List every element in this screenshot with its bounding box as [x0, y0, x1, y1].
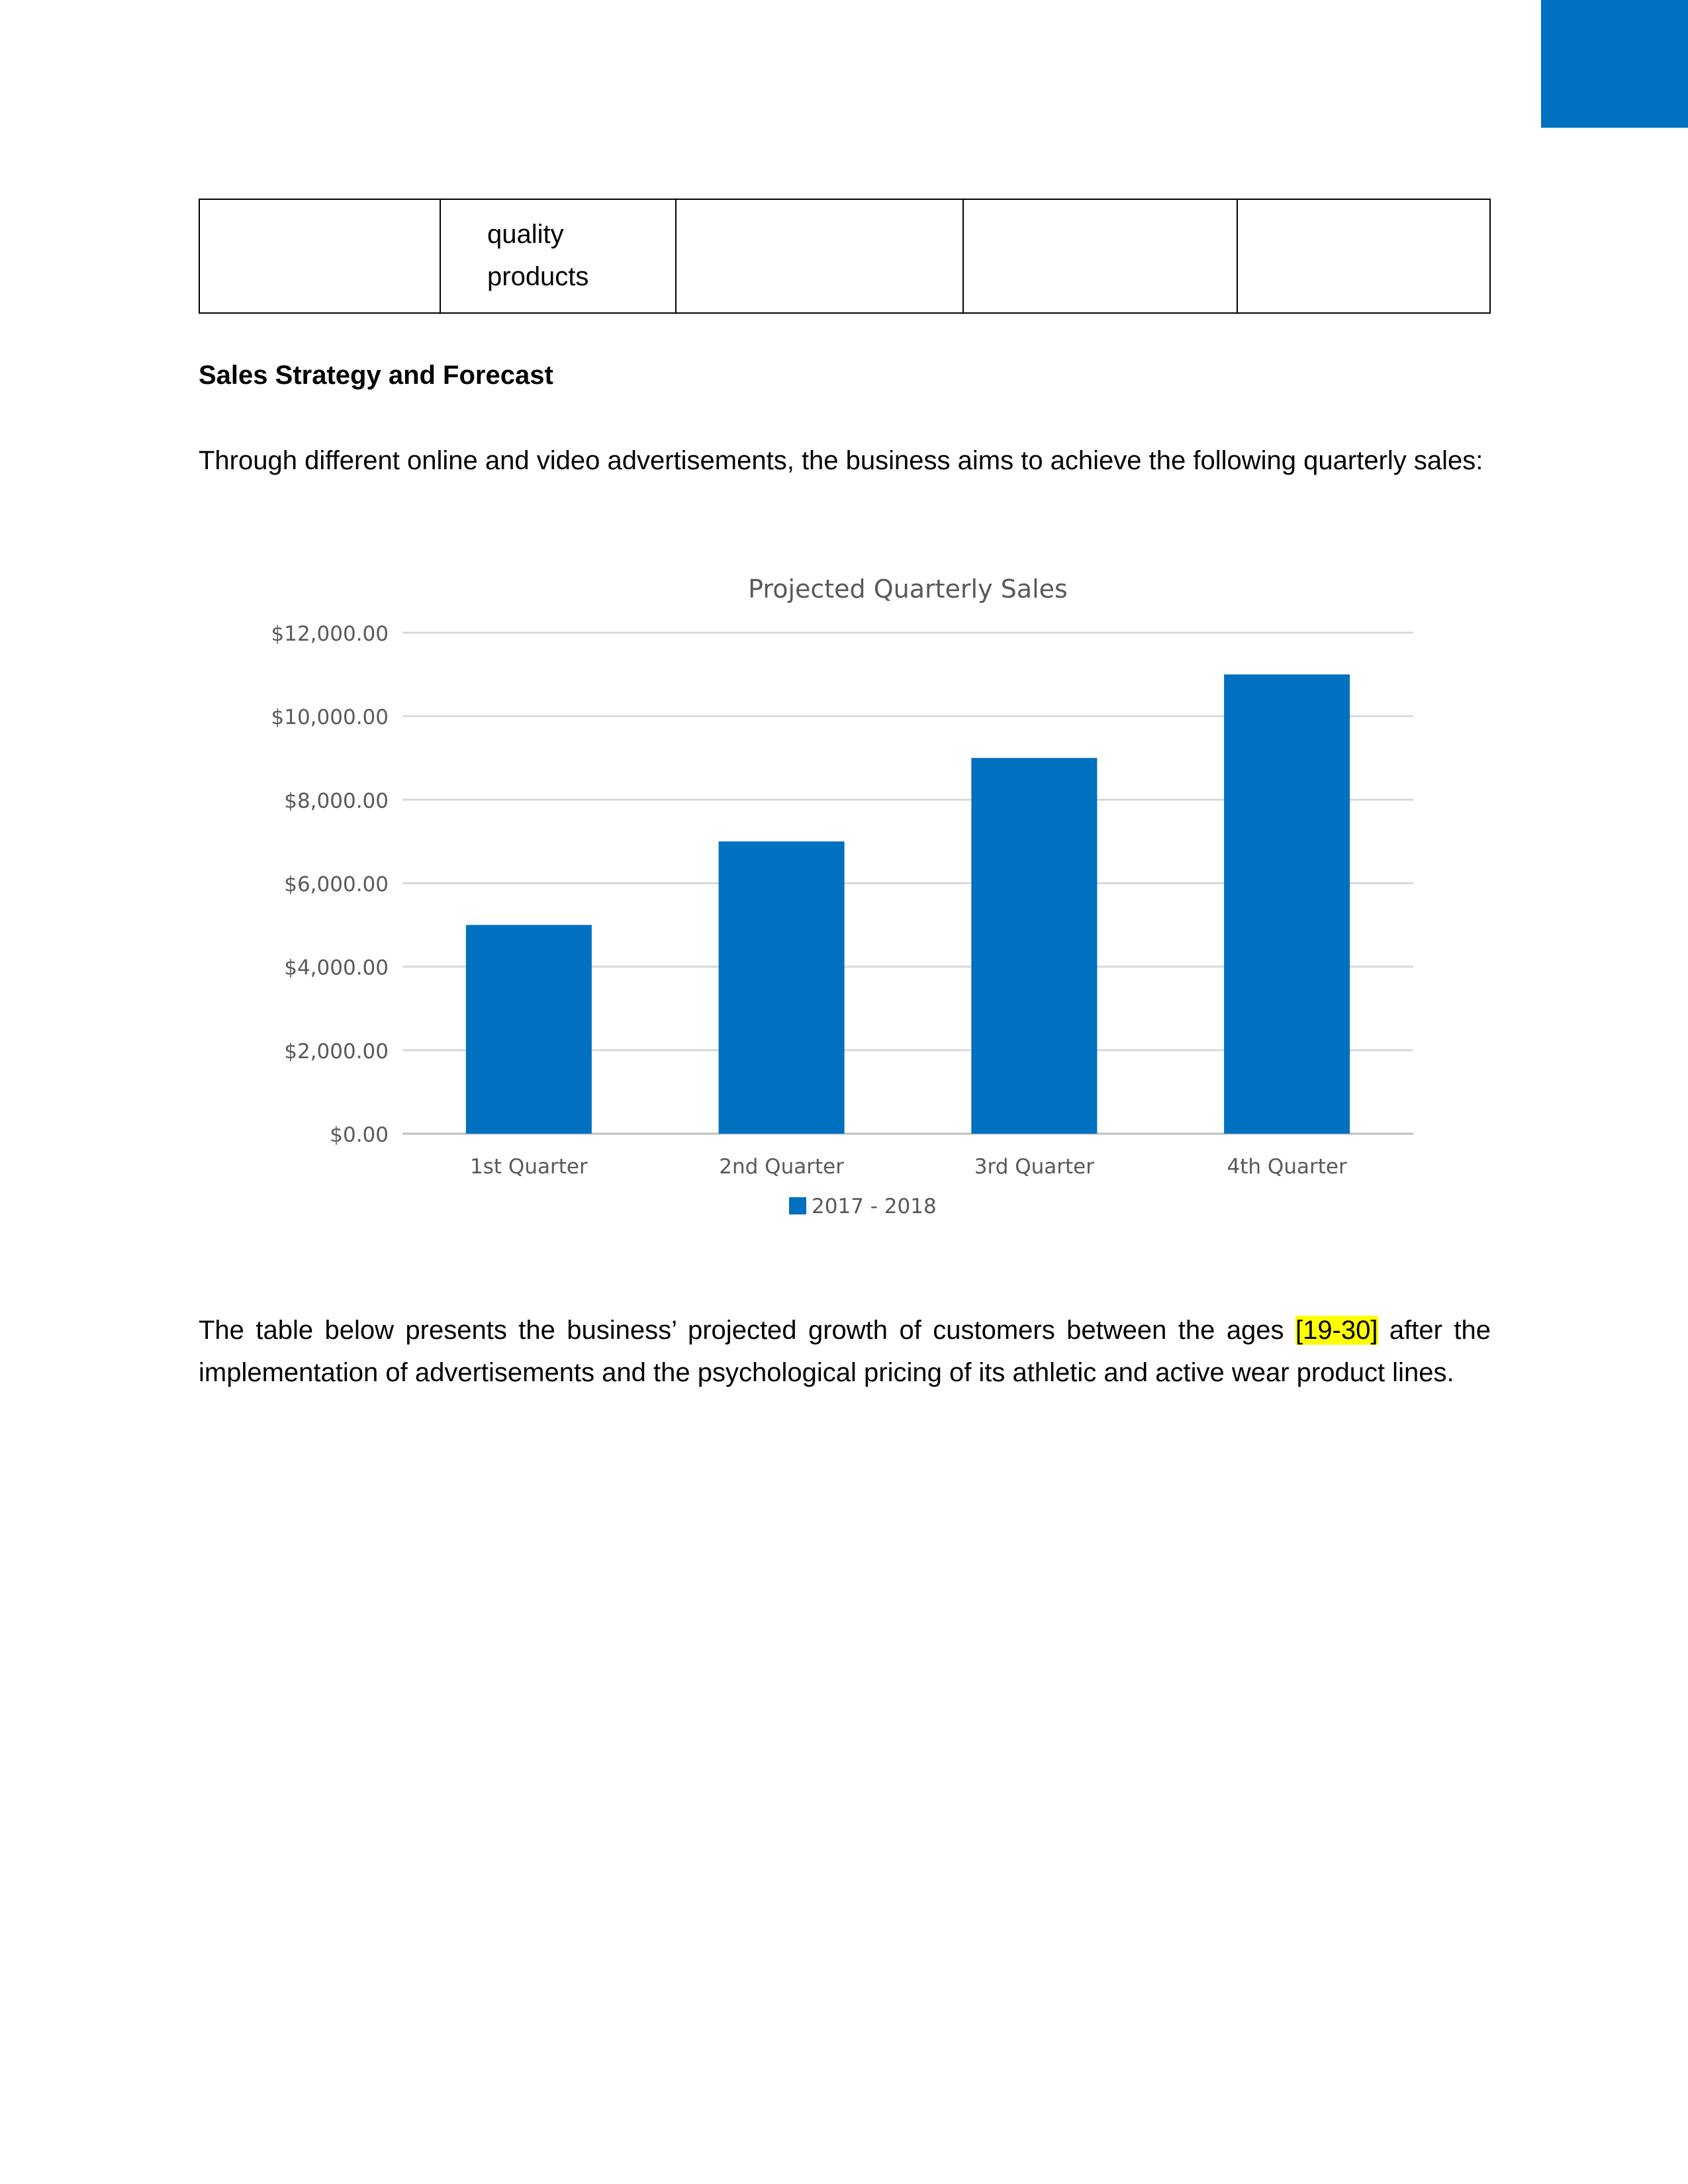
y-tick-label: $6,000.00 [284, 872, 389, 897]
x-tick-label: 1st Quarter [470, 1155, 588, 1179]
section-heading: Sales Strategy and Forecast [199, 361, 553, 390]
y-tick-label: $4,000.00 [284, 956, 389, 980]
growth-paragraph [199, 1309, 1491, 1394]
table-cell: quality products [440, 199, 676, 313]
x-tick-label: 3rd Quarter [974, 1155, 1094, 1179]
bar [1224, 674, 1350, 1134]
y-tick-label: $0.00 [330, 1123, 389, 1147]
bar [971, 758, 1097, 1134]
x-tick-label: 2nd Quarter [719, 1155, 844, 1179]
age-range-highlight: [19-30] [1295, 1316, 1378, 1345]
continued-table [199, 199, 1491, 314]
y-tick-label: $10,000.00 [271, 705, 389, 730]
projected-sales-chart [252, 563, 1443, 1251]
table-cell [963, 199, 1237, 313]
intro-paragraph: Through different online and video advertisements, the business aims to achieve the following quarterly sales: [199, 446, 1483, 475]
growth-text-after: after the implementation of advertisements and the psychological pricing of its athletic and active wear product lines. [199, 1316, 1491, 1387]
x-tick-label: 4th Quarter [1227, 1155, 1347, 1179]
legend-swatch [789, 1197, 806, 1214]
y-tick-label: $12,000.00 [271, 622, 389, 646]
table-cell [676, 199, 963, 313]
bar [719, 841, 845, 1134]
legend-entry: 2017 - 2018 [812, 1195, 937, 1218]
y-tick-label: $8,000.00 [284, 789, 389, 813]
corner-accent-block [1541, 0, 1688, 128]
table-cell [1237, 199, 1490, 313]
table-row [199, 199, 1490, 313]
growth-text-before: The table below presents the business’ projected growth of customers between the ages [199, 1316, 1295, 1345]
bar [466, 925, 592, 1134]
y-tick-label: $2,000.00 [284, 1039, 389, 1064]
chart-title: Projected Quarterly Sales [748, 574, 1068, 604]
table-cell [199, 199, 440, 313]
